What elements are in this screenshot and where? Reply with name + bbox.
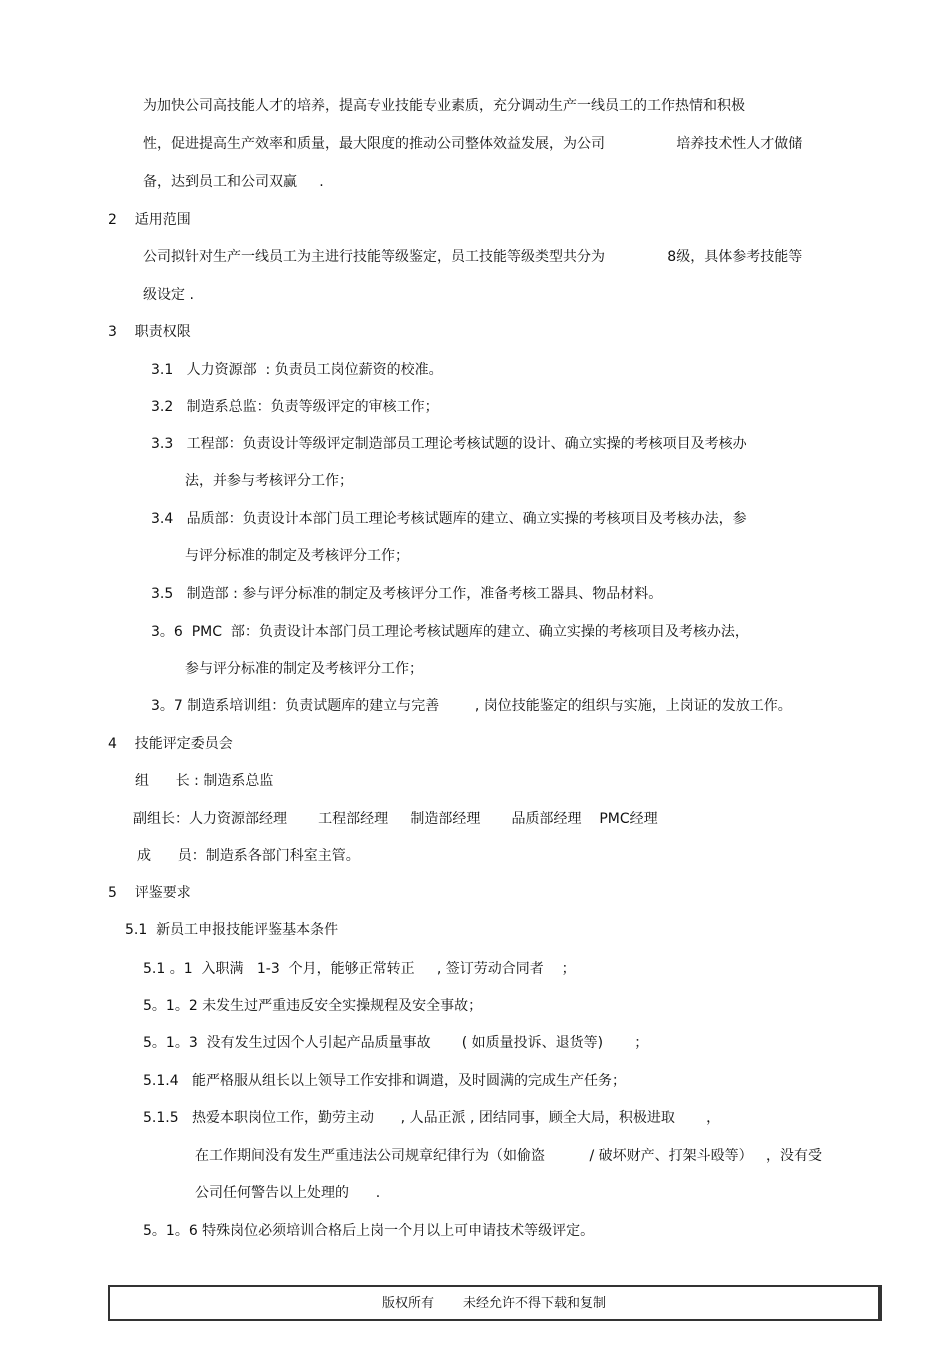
item-5-1-5-line-3: 公司任何警告以上处理的 . — [195, 1185, 381, 1201]
item-3-3-line-2: 法，并参与考核评分工作； — [185, 473, 353, 489]
section-5-heading: 5 评鉴要求 — [108, 885, 191, 901]
intro-line-1: 为加快公司高技能人才的培养，提高专业技能专业素质，充分调动生产一线员工的工作热情和积极 — [143, 98, 745, 114]
item-5-1-5-line-1: 5.1.5 热爱本职岗位工作，勤劳主动 , 人品正派 , 团结同事，顾全大局，积极进取 ， — [143, 1110, 721, 1126]
committee-members: 成 员：制造系各部门科室主管。 — [137, 848, 360, 864]
item-3-1: 3.1 人力资源部 : 负责员工岗位薪资的校准。 — [151, 362, 443, 378]
item-5-1-4: 5.1.4 能严格服从组长以上领导工作安排和调遣，及时圆满的完成生产任务； — [143, 1073, 626, 1089]
item-5-1-2: 5。1。2 未发生过严重违反安全实操规程及安全事故； — [143, 998, 483, 1014]
item-5-1-6: 5。1。6 特殊岗位必须培训合格后上岗一个月以上可申请技术等级评定。 — [143, 1223, 595, 1239]
item-3-2: 3.2 制造系总监：负责等级评定的审核工作； — [151, 399, 439, 415]
item-3-6-line-1: 3。6 PMC 部：负责设计本部门员工理论考核试题库的建立、确立实操的考核项目及考核办法， — [151, 624, 749, 640]
intro-line-2: 性，促进提高生产效率和质量，最大限度的推动公司整体效益发展，为公司 培养技术性人才做储 — [143, 136, 803, 152]
intro-line-3: 备，达到员工和公司双赢 . — [143, 174, 324, 190]
footer-box — [108, 1285, 882, 1321]
item-3-4-line-2: 与评分标准的制定及考核评分工作； — [185, 548, 409, 564]
committee-deputy: 副组长：人力资源部经理 工程部经理 制造部经理 品质部经理 PMC经理 — [133, 811, 658, 827]
committee-leader: 组 长 : 制造系总监 — [135, 773, 274, 789]
item-5-1-5-line-2: 在工作期间没有发生严重违法公司规章纪律行为（如偷盗 / 破坏财产、打架斗殴等） ，没有受 — [195, 1148, 823, 1164]
item-3-6-line-2: 参与评分标准的制定及考核评分工作； — [185, 661, 423, 677]
item-3-5: 3.5 制造部 : 参与评分标准的制定及考核评分工作，准备考核工器具、物品材料。 — [151, 586, 663, 602]
item-5-1-3: 5。1。3 没有发生过因个人引起产品质量事故 ( 如质量投诉、退货等) ； — [143, 1035, 649, 1051]
scope-line-1: 公司拟针对生产一线员工为主进行技能等级鉴定，员工技能等级类型共分为 8级，具体参考技能等 — [143, 249, 803, 265]
item-5-1-1: 5.1 。1 入职满 1-3 个月，能够正常转正 , 签订劳动合同者 ； — [143, 961, 576, 977]
scope-line-2: 级设定 . — [143, 287, 194, 303]
item-3-3-line-1: 3.3 工程部：负责设计等级评定制造部员工理论考核试题的设计、确立实操的考核项目及考核办 — [151, 436, 747, 452]
section-2-heading: 2 适用范围 — [108, 212, 191, 228]
item-3-4-line-1: 3.4 品质部：负责设计本部门员工理论考核试题库的建立、确立实操的考核项目及考核办法，参 — [151, 511, 747, 527]
item-3-7: 3。7 制造系培训组：负责试题库的建立与完善 , 岗位技能鉴定的组织与实施，上岗证的发放工作。 — [151, 698, 792, 714]
section-4-heading: 4 技能评定委员会 — [108, 736, 233, 752]
section-3-heading: 3 职责权限 — [108, 324, 191, 340]
subsection-5-1: 5.1 新员工申报技能评鉴基本条件 — [125, 922, 339, 938]
copyright-notice: 版权所有 未经允许不得下载和复制 — [382, 1296, 606, 1311]
